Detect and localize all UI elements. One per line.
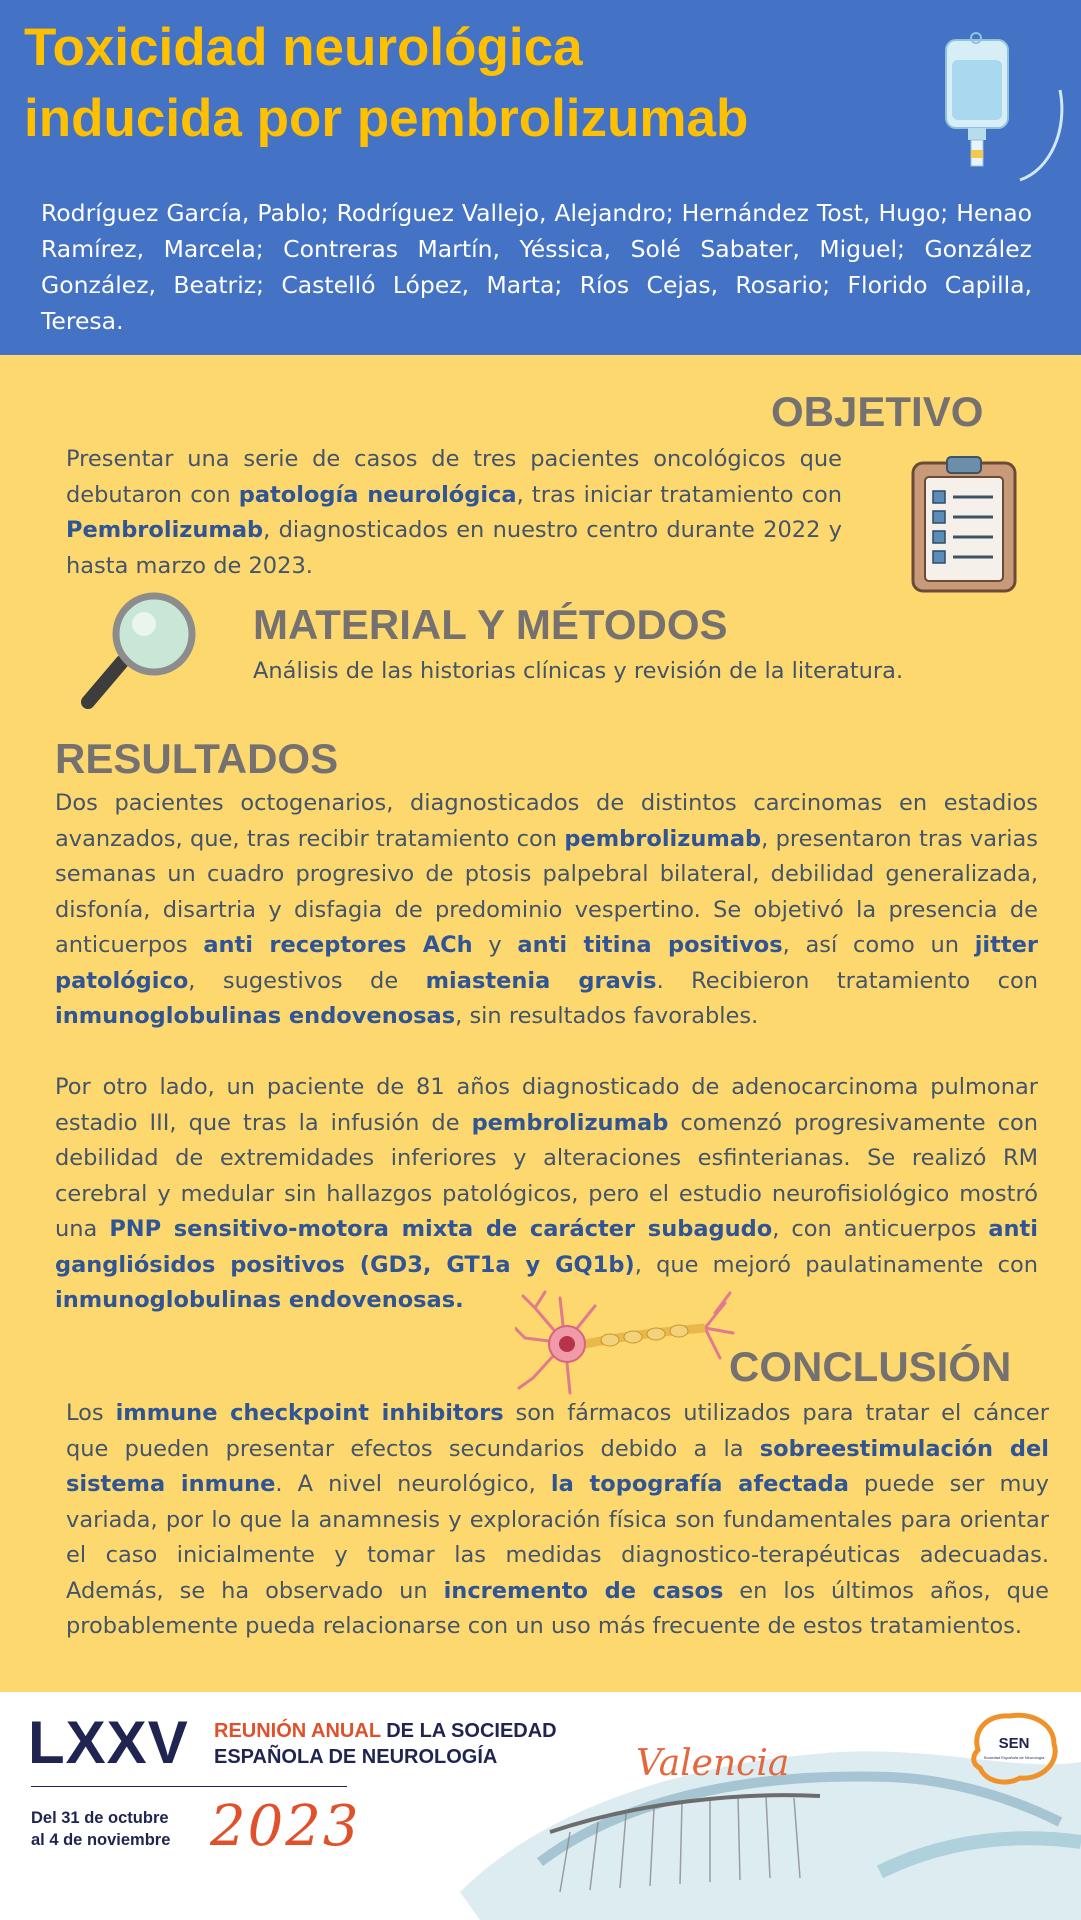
edition-number: LXXV [28, 1709, 189, 1776]
objetivo-heading: OBJETIVO [771, 388, 984, 435]
conclusion-text: Los immune checkpoint inhibitors son fármacos utilizados para tratar el cáncer que pueden presentar efectos secundarios debido a la sobreestimulación del sistema inmune. A nivel neurológico, la topografía afectada puede ser muy variada, por lo que la anamnesis y exploración física son fundamentales para orientar el caso inicialmente y tomar las medidas diagnostico-terapéuticas adecuadas. Además, se ha observado un incremento de casos en los últimos años, que probablemente pueda relacionarse con un uso más frecuente de estos tratamientos. [66, 1400, 1050, 1639]
author-list: Rodríguez García, Pablo; Rodríguez Vallejo, Alejandro; Hernández Tost, Hugo; Henao Ramírez, Marcela; Contreras Martín, Yéssica, Solé Sabater, Miguel; González González, Beatriz; Castelló López, Marta; Ríos Cejas, Rosario; Florido Capilla, Teresa. [41, 199, 1032, 335]
sen-logo-text: SEN [998, 1735, 1030, 1752]
neuron-icon [515, 1288, 735, 1400]
sen-logo-subtext: Sociedad Española de Neurología [983, 1755, 1045, 1760]
resultados-paragraph-2: Por otro lado, un paciente de 81 años diagnosticado de adenocarcinoma pulmonar estadio III, que tras la infusión de pembrolizumab comenzó progresivamente con debilidad de extremidades inferiores y alteraciones esfinterianas. Se realizó RM cerebral y medular sin hallazgos patológicos, pero el estudio neurofisiológico mostró una PNP sensitivo-motora mixta de carácter subagudo, con anticuerpos anti gangliósidos positivos (GD3, GT1a y GQ1b), que mejoró paulatinamente con inmunoglobulinas endovenosas. [55, 1074, 1038, 1313]
objetivo-text: Presentar una serie de casos de tres pacientes oncológicos que debutaron con patología neurológica, tras iniciar tratamiento con Pembrolizumab, diagnosticados en nuestro centro durante 2022 y hasta marzo de 2023. [66, 446, 843, 579]
resultados-text [55, 786, 1038, 1341]
footer-divider [31, 1786, 347, 1787]
metodos-text: Análisis de las historias clínicas y revisión de la literatura. [253, 658, 904, 684]
metodos-heading: MATERIAL Y MÉTODOS [253, 601, 728, 648]
congress-city: Valencia [636, 1743, 790, 1784]
conclusion-heading: CONCLUSIÓN [729, 1343, 1012, 1390]
congress-year: 2023 [210, 1794, 361, 1859]
clipboard-icon [911, 455, 1017, 593]
congress-dates: Del 31 de octubre al 4 de noviembre [31, 1809, 171, 1849]
poster-title: Toxicidad neurológica inducida por pembrolizumab [24, 18, 749, 148]
magnifier-icon [78, 592, 204, 710]
resultados-heading: RESULTADOS [55, 735, 339, 782]
iv-bag-icon [940, 30, 1070, 190]
sen-logo [966, 1710, 1062, 1790]
congress-name: REUNIÓN ANUAL DE LA SOCIEDAD ESPAÑOLA DE NEUROLOGÍA [214, 1720, 557, 1768]
resultados-paragraph-1: Dos pacientes octogenarios, diagnosticados de distintos carcinomas en estadios avanzados, que, tras recibir tratamiento con pembrolizumab, presentaron tras varias semanas un cuadro progresivo de ptosis palpebral bilateral, debilidad generalizada, disfonía, disartria y disfagia de predominio vespertino. Se objetivó la presencia de anticuerpos anti receptores ACh y anti titina positivos, así como un jitter patológico, sugestivos de miastenia gravis. Recibieron tratamiento con inmunoglobulinas endovenosas, sin resultados favorables. [55, 790, 1039, 1029]
